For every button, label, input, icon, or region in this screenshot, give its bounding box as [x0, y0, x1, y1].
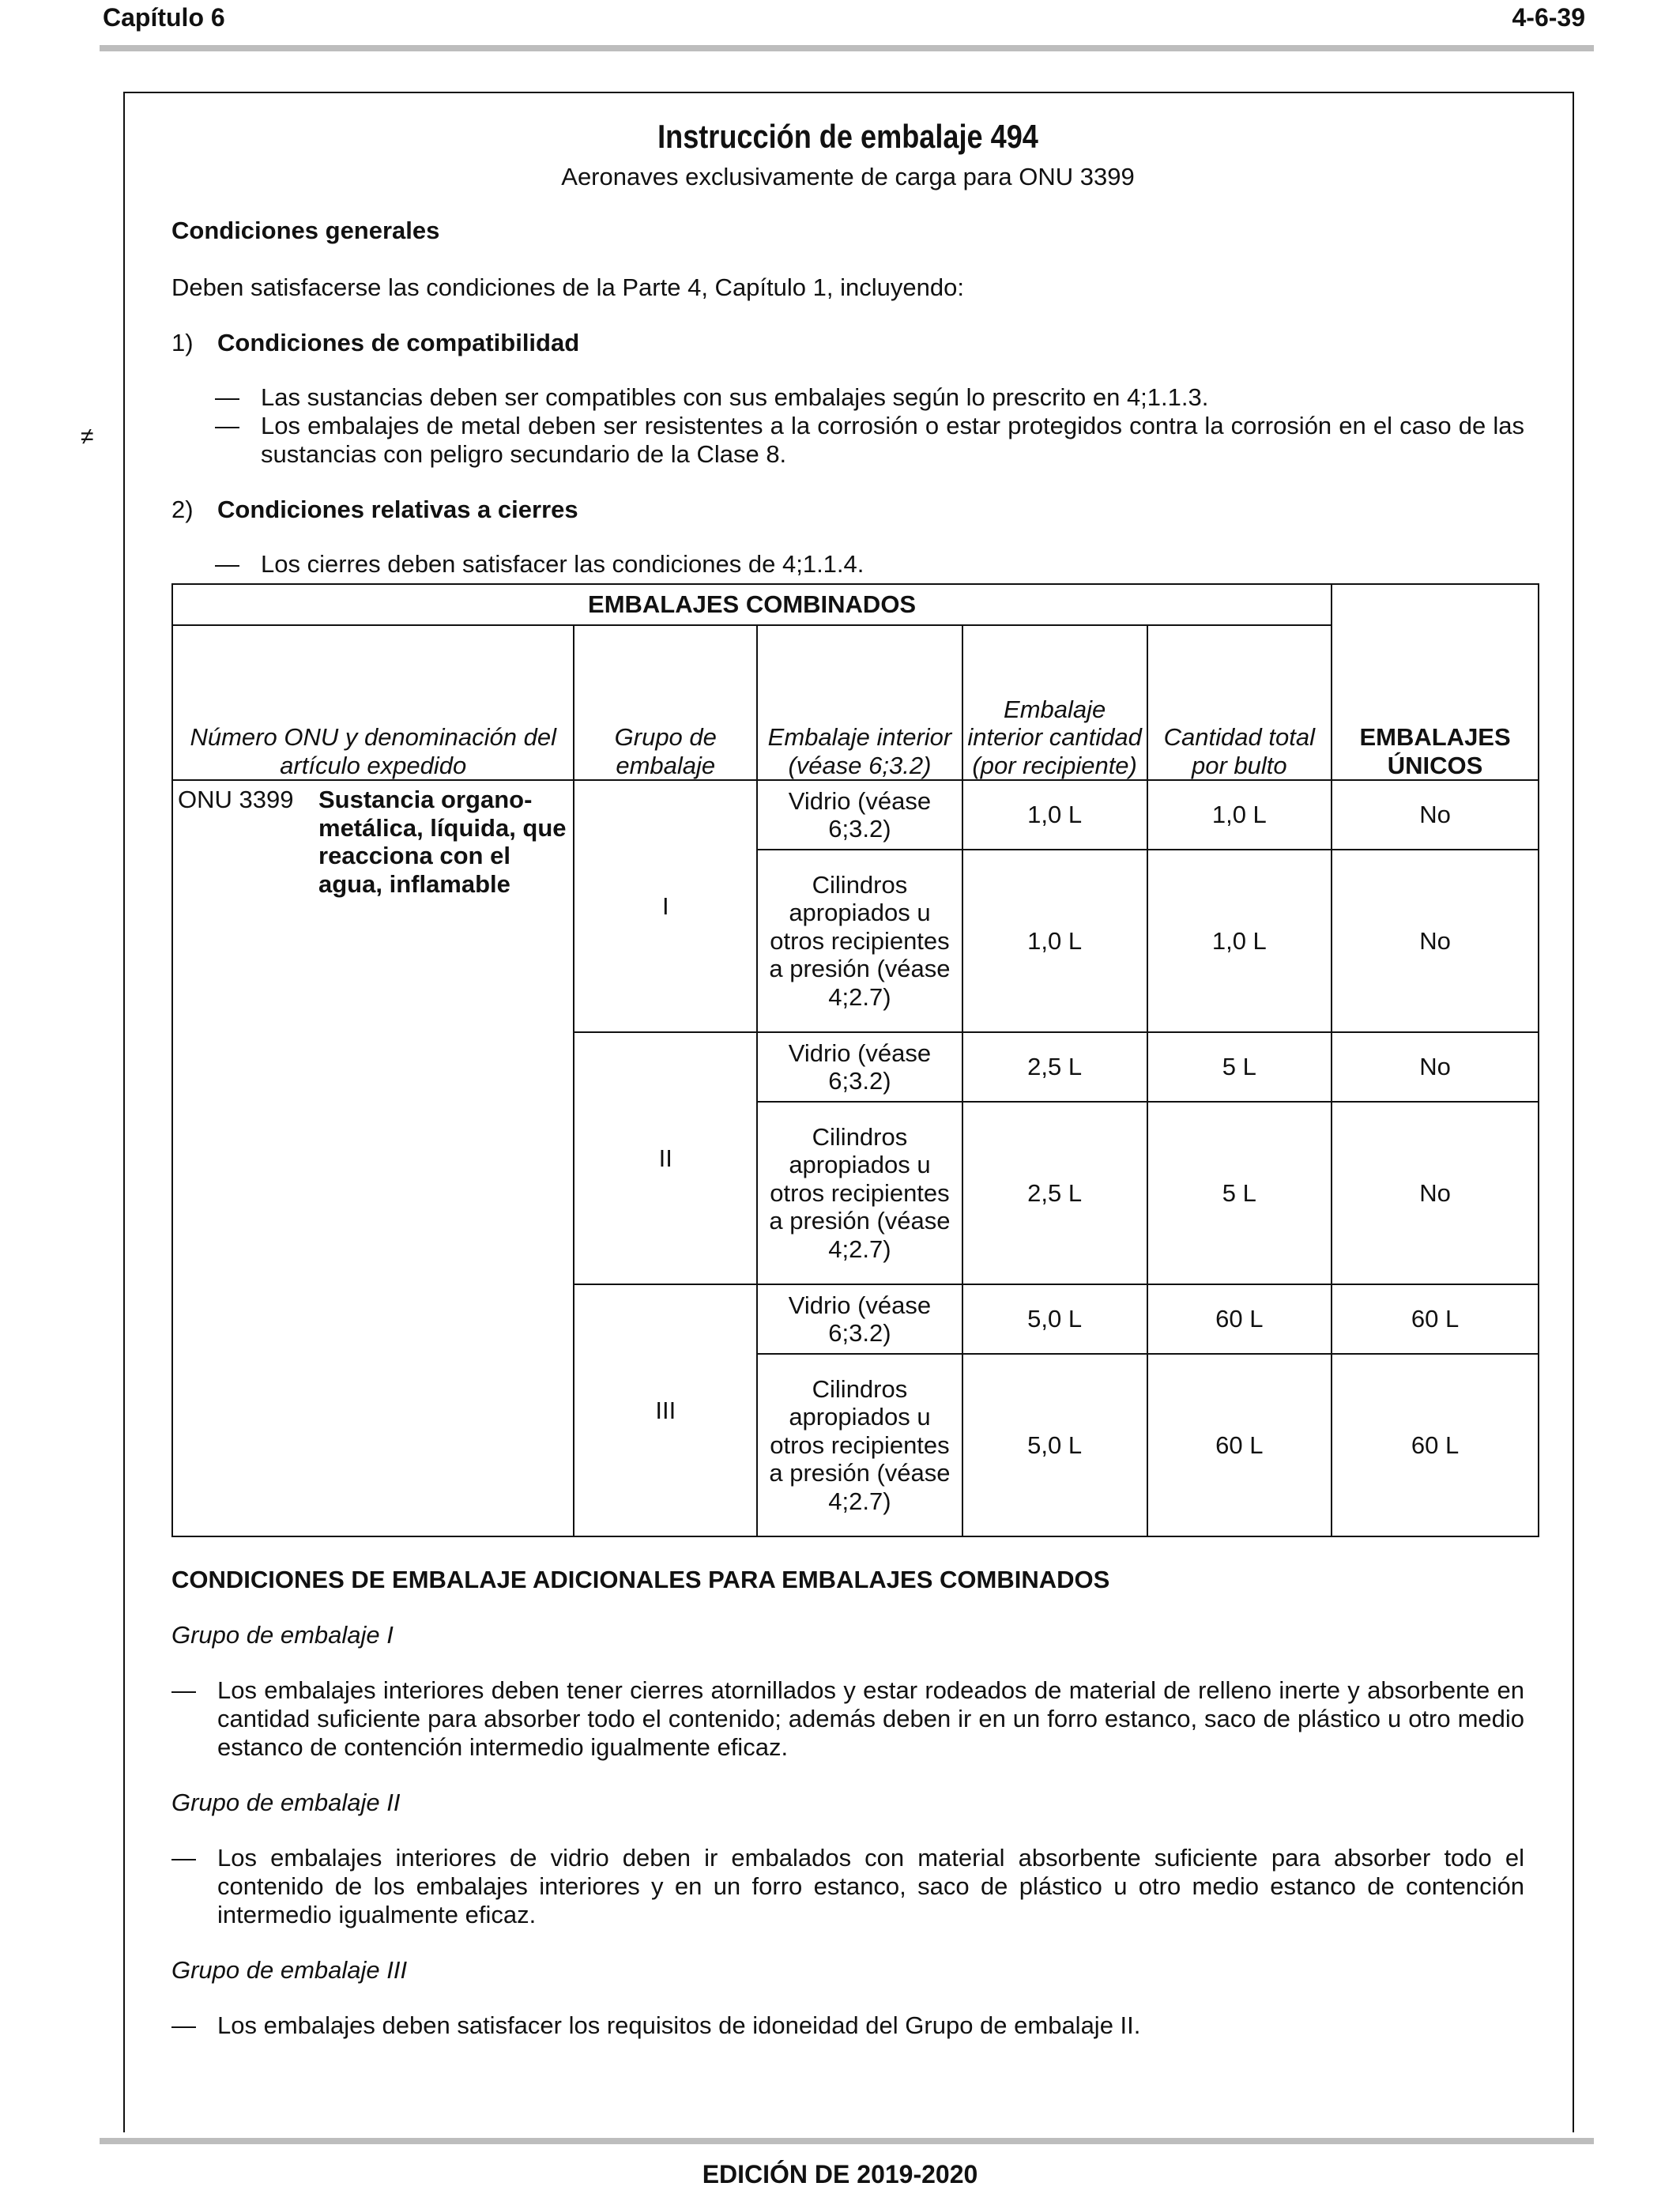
total-qty-cell: 5 L: [1147, 1102, 1332, 1284]
inner-qty-cell: 1,0 L: [962, 850, 1147, 1032]
inner-qty-cell: 1,0 L: [962, 780, 1147, 850]
change-mark: ≠: [81, 424, 94, 450]
header-rule: [100, 45, 1594, 51]
packing-group-cell: III: [574, 1284, 757, 1536]
dash-marker: —: [215, 412, 239, 439]
col-group-header: Grupo de embalaje: [574, 625, 757, 780]
single-packaging-cell: No: [1332, 1032, 1539, 1102]
bullet-text: Las sustancias deben ser compatibles con sus embalajes según lo prescrito en 4;1.1.3.: [261, 383, 1209, 411]
single-packagings-header: EMBALAJES ÚNICOS: [1332, 584, 1539, 780]
page-subtitle: Aeronaves exclusivamente de carga para ONU 3399: [561, 163, 1135, 190]
col-inner-header: Embalaje interior (véase 6;3.2): [757, 625, 962, 780]
condition-bullets: [215, 550, 1524, 579]
additional-conditions: [171, 1566, 1524, 2040]
dash-marker: —: [171, 1676, 196, 1704]
general-conditions-heading: Condiciones generales: [171, 217, 440, 244]
condition-bullets: [215, 383, 1524, 469]
packing-table: [171, 583, 1539, 1537]
page-title: Instrucción de embalaje 494: [657, 118, 1038, 155]
condition-item: [171, 329, 1524, 357]
bullet-item: [215, 383, 1524, 412]
packing-group-label: Grupo de embalaje II: [171, 1789, 401, 1816]
packing-group-cell: II: [574, 1032, 757, 1284]
single-packaging-cell: 60 L: [1332, 1284, 1539, 1354]
packing-group-label: Grupo de embalaje I: [171, 1621, 394, 1649]
bullet-item: [215, 412, 1524, 469]
single-packaging-cell: No: [1332, 780, 1539, 850]
combined-packagings-header: EMBALAJES COMBINADOS: [172, 584, 1332, 625]
inner-packaging-cell: Cilindros apropiados u otros recipientes a presión (véase 4;2.7): [757, 850, 962, 1032]
dash-marker: —: [215, 383, 239, 411]
edition-footer: EDICIÓN DE 2019-2020: [702, 2160, 978, 2188]
total-qty-cell: 1,0 L: [1147, 780, 1332, 850]
packing-group-label: Grupo de embalaje III: [171, 1956, 408, 1984]
inner-packaging-cell: Vidrio (véase 6;3.2): [757, 1284, 962, 1354]
footer-rule: [100, 2138, 1594, 2144]
inner-qty-cell: 2,5 L: [962, 1032, 1147, 1102]
total-qty-cell: 60 L: [1147, 1354, 1332, 1536]
condition-text-item: [171, 2011, 1524, 2040]
condition-text-item: [171, 1676, 1524, 1762]
instruction-content: [171, 117, 1524, 2040]
condition-title: Condiciones relativas a cierres: [217, 496, 578, 523]
chapter-label: Capítulo 6: [103, 3, 225, 32]
bullet-text: Los cierres deben satisfacer las condiciones de 4;1.1.4.: [261, 550, 864, 578]
total-qty-cell: 5 L: [1147, 1032, 1332, 1102]
packing-group-cell: I: [574, 780, 757, 1032]
inner-qty-cell: 5,0 L: [962, 1354, 1147, 1536]
total-qty-cell: 60 L: [1147, 1284, 1332, 1354]
article-name: Sustancia organo-metálica, líquida, que reacciona con el agua, inflamable: [318, 786, 567, 898]
condition-item: [171, 496, 1524, 524]
condition-text: Los embalajes deben satisfacer los requisitos de idoneidad del Grupo de embalaje II.: [217, 2011, 1141, 2039]
dash-marker: —: [171, 1844, 196, 1872]
inner-qty-cell: 5,0 L: [962, 1284, 1147, 1354]
additional-conditions-heading: CONDICIONES DE EMBALAJE ADICIONALES PARA EMBALAJES COMBINADOS: [171, 1566, 1110, 1593]
bullet-text: Los embalajes de metal deben ser resistentes a la corrosión o estar protegidos contra la corrosión en el caso de las sustancias con peligro secundario de la Clase 8.: [261, 412, 1524, 468]
article-cell: [172, 780, 574, 1536]
inner-qty-cell: 2,5 L: [962, 1102, 1147, 1284]
bullet-item: [215, 550, 1524, 579]
col-total-qty-header: Cantidad total por bulto: [1147, 625, 1332, 780]
condition-text: Los embalajes interiores de vidrio deben ir embalados con material absorbente suficiente para absorber todo el contenido de los embalajes interiores y en un forro estanco, saco de plástico u otro medio estanco de contención intermedio igualmente eficaz.: [217, 1844, 1524, 1928]
dash-marker: —: [171, 2011, 196, 2039]
total-qty-cell: 1,0 L: [1147, 850, 1332, 1032]
un-number: ONU 3399: [178, 786, 294, 813]
inner-packaging-cell: Vidrio (véase 6;3.2): [757, 1032, 962, 1102]
page-number: 4-6-39: [1512, 3, 1585, 32]
condition-number: 2): [171, 496, 194, 523]
general-intro: Deben satisfacerse las condiciones de la Parte 4, Capítulo 1, incluyendo:: [171, 273, 964, 301]
inner-packaging-cell: Cilindros apropiados u otros recipientes a presión (véase 4;2.7): [757, 1102, 962, 1284]
condition-text-item: [171, 1844, 1524, 1929]
col-inner-qty-header: Embalaje interior cantidad (por recipiente): [962, 625, 1147, 780]
condition-number: 1): [171, 329, 194, 356]
single-packaging-cell: No: [1332, 850, 1539, 1032]
single-packaging-cell: No: [1332, 1102, 1539, 1284]
dash-marker: —: [215, 550, 239, 578]
inner-packaging-cell: Cilindros apropiados u otros recipientes a presión (véase 4;2.7): [757, 1354, 962, 1536]
condition-text: Los embalajes interiores deben tener cierres atornillados y estar rodeados de material de relleno inerte y absorbente en cantidad suficiente para absorber todo el contenido; además deben ir en un forro estanco, saco de plástico u otro medio estanco de contención intermedio igualmente eficaz.: [217, 1676, 1524, 1761]
single-packaging-cell: 60 L: [1332, 1354, 1539, 1536]
col-un-header: Número ONU y denominación del artículo expedido: [172, 625, 574, 780]
inner-packaging-cell: Vidrio (véase 6;3.2): [757, 780, 962, 850]
condition-title: Condiciones de compatibilidad: [217, 329, 580, 356]
